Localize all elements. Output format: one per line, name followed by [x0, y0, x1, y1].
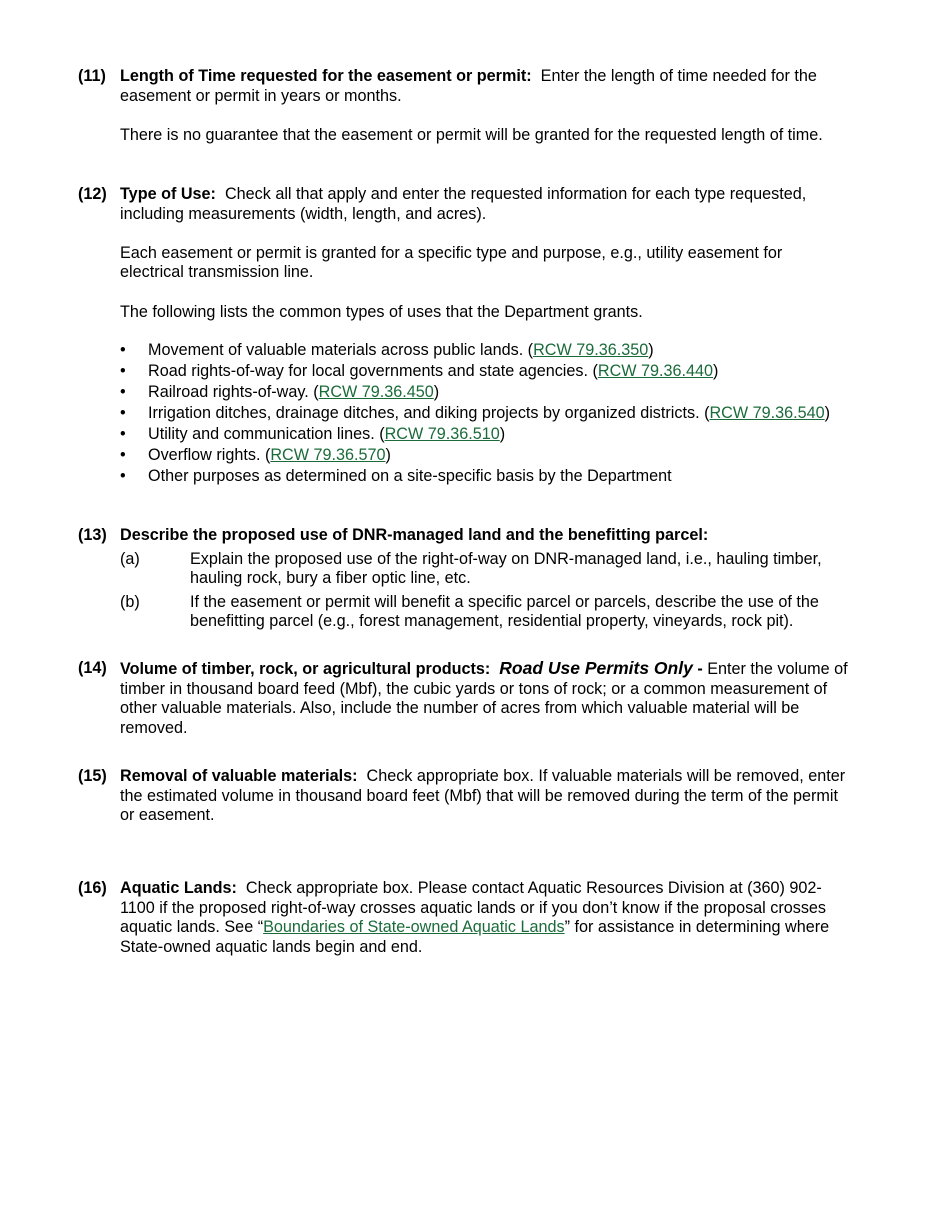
section-heading: Describe the proposed use of DNR-managed land and the benefitting parcel: — [120, 526, 709, 544]
list-item: • Irrigation ditches, drainage ditches, and diking projects by organized districts. (RCW 79.36.540) — [120, 403, 831, 422]
sub-item-b — [120, 593, 848, 632]
section-number: (11) — [78, 67, 106, 85]
section-number: (13) — [78, 526, 107, 544]
section-number: (14) — [78, 659, 107, 677]
list-item: • Railroad rights-of-way. (RCW 79.36.450) — [120, 382, 440, 401]
bullet: • — [120, 341, 126, 360]
bullet: • — [120, 382, 126, 401]
section-text: Enter the volume of timber in thousand board feed (Mbf), the cubic yards or tons of rock; or a common measurement of other valuable materials. Also, include the number of acres from which valuable material will be removed. — [120, 660, 848, 737]
section-text: Check appropriate box. If valuable materials will be removed, enter the estimated volume in thousand board feet (Mbf) that will be removed during the term of the permit or easement. — [120, 767, 846, 825]
sub-label: (b) — [120, 592, 140, 611]
bullet: • — [120, 362, 126, 381]
rcw-link[interactable]: RCW 79.36.570 — [270, 445, 386, 464]
section-heading: Removal of valuable materials: — [120, 767, 358, 785]
rcw-link[interactable]: RCW 79.36.510 — [384, 424, 500, 443]
list-item: • Overflow rights. (RCW 79.36.570) — [120, 445, 391, 464]
section-heading: Type of Use: — [120, 185, 216, 203]
section-text: Check appropriate box. Please contact Aquatic Resources Division at (360) 902-1100 if the proposed right-of-way crosses aquatic lands or if you don’t know if the proposal crosses aquatic lands. See “ — [120, 879, 827, 937]
sub-label: (a) — [120, 549, 140, 568]
bullet: • — [120, 424, 126, 443]
emphasis-text: Road Use Permits Only — [499, 658, 693, 678]
section-12 — [78, 185, 848, 486]
rcw-link[interactable]: RCW 79.36.540 — [709, 403, 825, 422]
section-15 — [78, 767, 848, 826]
section-16 — [78, 879, 848, 957]
rcw-link[interactable]: RCW 79.36.450 — [318, 382, 434, 401]
list-item: • Movement of valuable materials across public lands. (RCW 79.36.350) — [120, 341, 654, 360]
dash: - — [697, 660, 703, 678]
section-heading: Length of Time requested for the easement or permit: — [120, 67, 532, 85]
section-13 — [78, 526, 848, 632]
list-item: • Road rights-of-way for local governments and state agencies. (RCW 79.36.440) — [120, 362, 719, 381]
section-12-text — [120, 185, 848, 224]
list-item: • Other purposes as determined on a site-specific basis by the Department — [120, 466, 672, 485]
section-number: (12) — [78, 185, 107, 203]
section-16-text — [120, 879, 848, 957]
bullet: • — [120, 445, 126, 464]
paragraph: There is no guarantee that the easement or permit will be granted for the requested length of time. — [120, 125, 823, 144]
sub-text: Explain the proposed use of the right-of-way on DNR-managed land, i.e., hauling timber, hauling rock, bury a fiber optic line, etc. — [190, 549, 822, 588]
bullet: • — [120, 466, 126, 485]
section-heading: Aquatic Lands: — [120, 879, 237, 897]
list-item: • Utility and communication lines. (RCW 79.36.510) — [120, 424, 506, 443]
section-text: ” for assistance in determining where State-owned aquatic lands begin and end. — [120, 918, 830, 956]
section-text: Check all that apply and enter the requested information for each type requested, including measurements (width, length, and acres). — [120, 185, 807, 223]
rcw-link[interactable]: RCW 79.36.440 — [597, 362, 714, 381]
section-14 — [78, 659, 848, 738]
use-type-list — [120, 341, 848, 486]
section-11-text — [120, 67, 848, 106]
aquatic-lands-link[interactable]: Boundaries of State-owned Aquatic Lands — [263, 918, 565, 937]
paragraph: Each easement or permit is granted for a specific type and purpose, e.g., utility easement for electrical transmission line. — [120, 243, 783, 282]
section-number: (16) — [78, 879, 107, 897]
section-heading: Volume of timber, rock, or agricultural products: — [120, 660, 491, 678]
sub-text: If the easement or permit will benefit a specific parcel or parcels, describe the use of the benefitting parcel (e.g., forest management, residential property, vineyards, rock pit). — [190, 592, 819, 631]
sub-item-a — [120, 550, 848, 589]
section-14-text — [120, 659, 848, 738]
rcw-link[interactable]: RCW 79.36.350 — [533, 341, 649, 360]
section-15-text — [120, 767, 848, 826]
bullet: • — [120, 403, 126, 422]
section-text: Enter the length of time needed for the easement or permit in years or months. — [120, 67, 817, 105]
section-11 — [78, 67, 848, 145]
section-number: (15) — [78, 767, 107, 785]
paragraph: The following lists the common types of uses that the Department grants. — [120, 302, 643, 321]
